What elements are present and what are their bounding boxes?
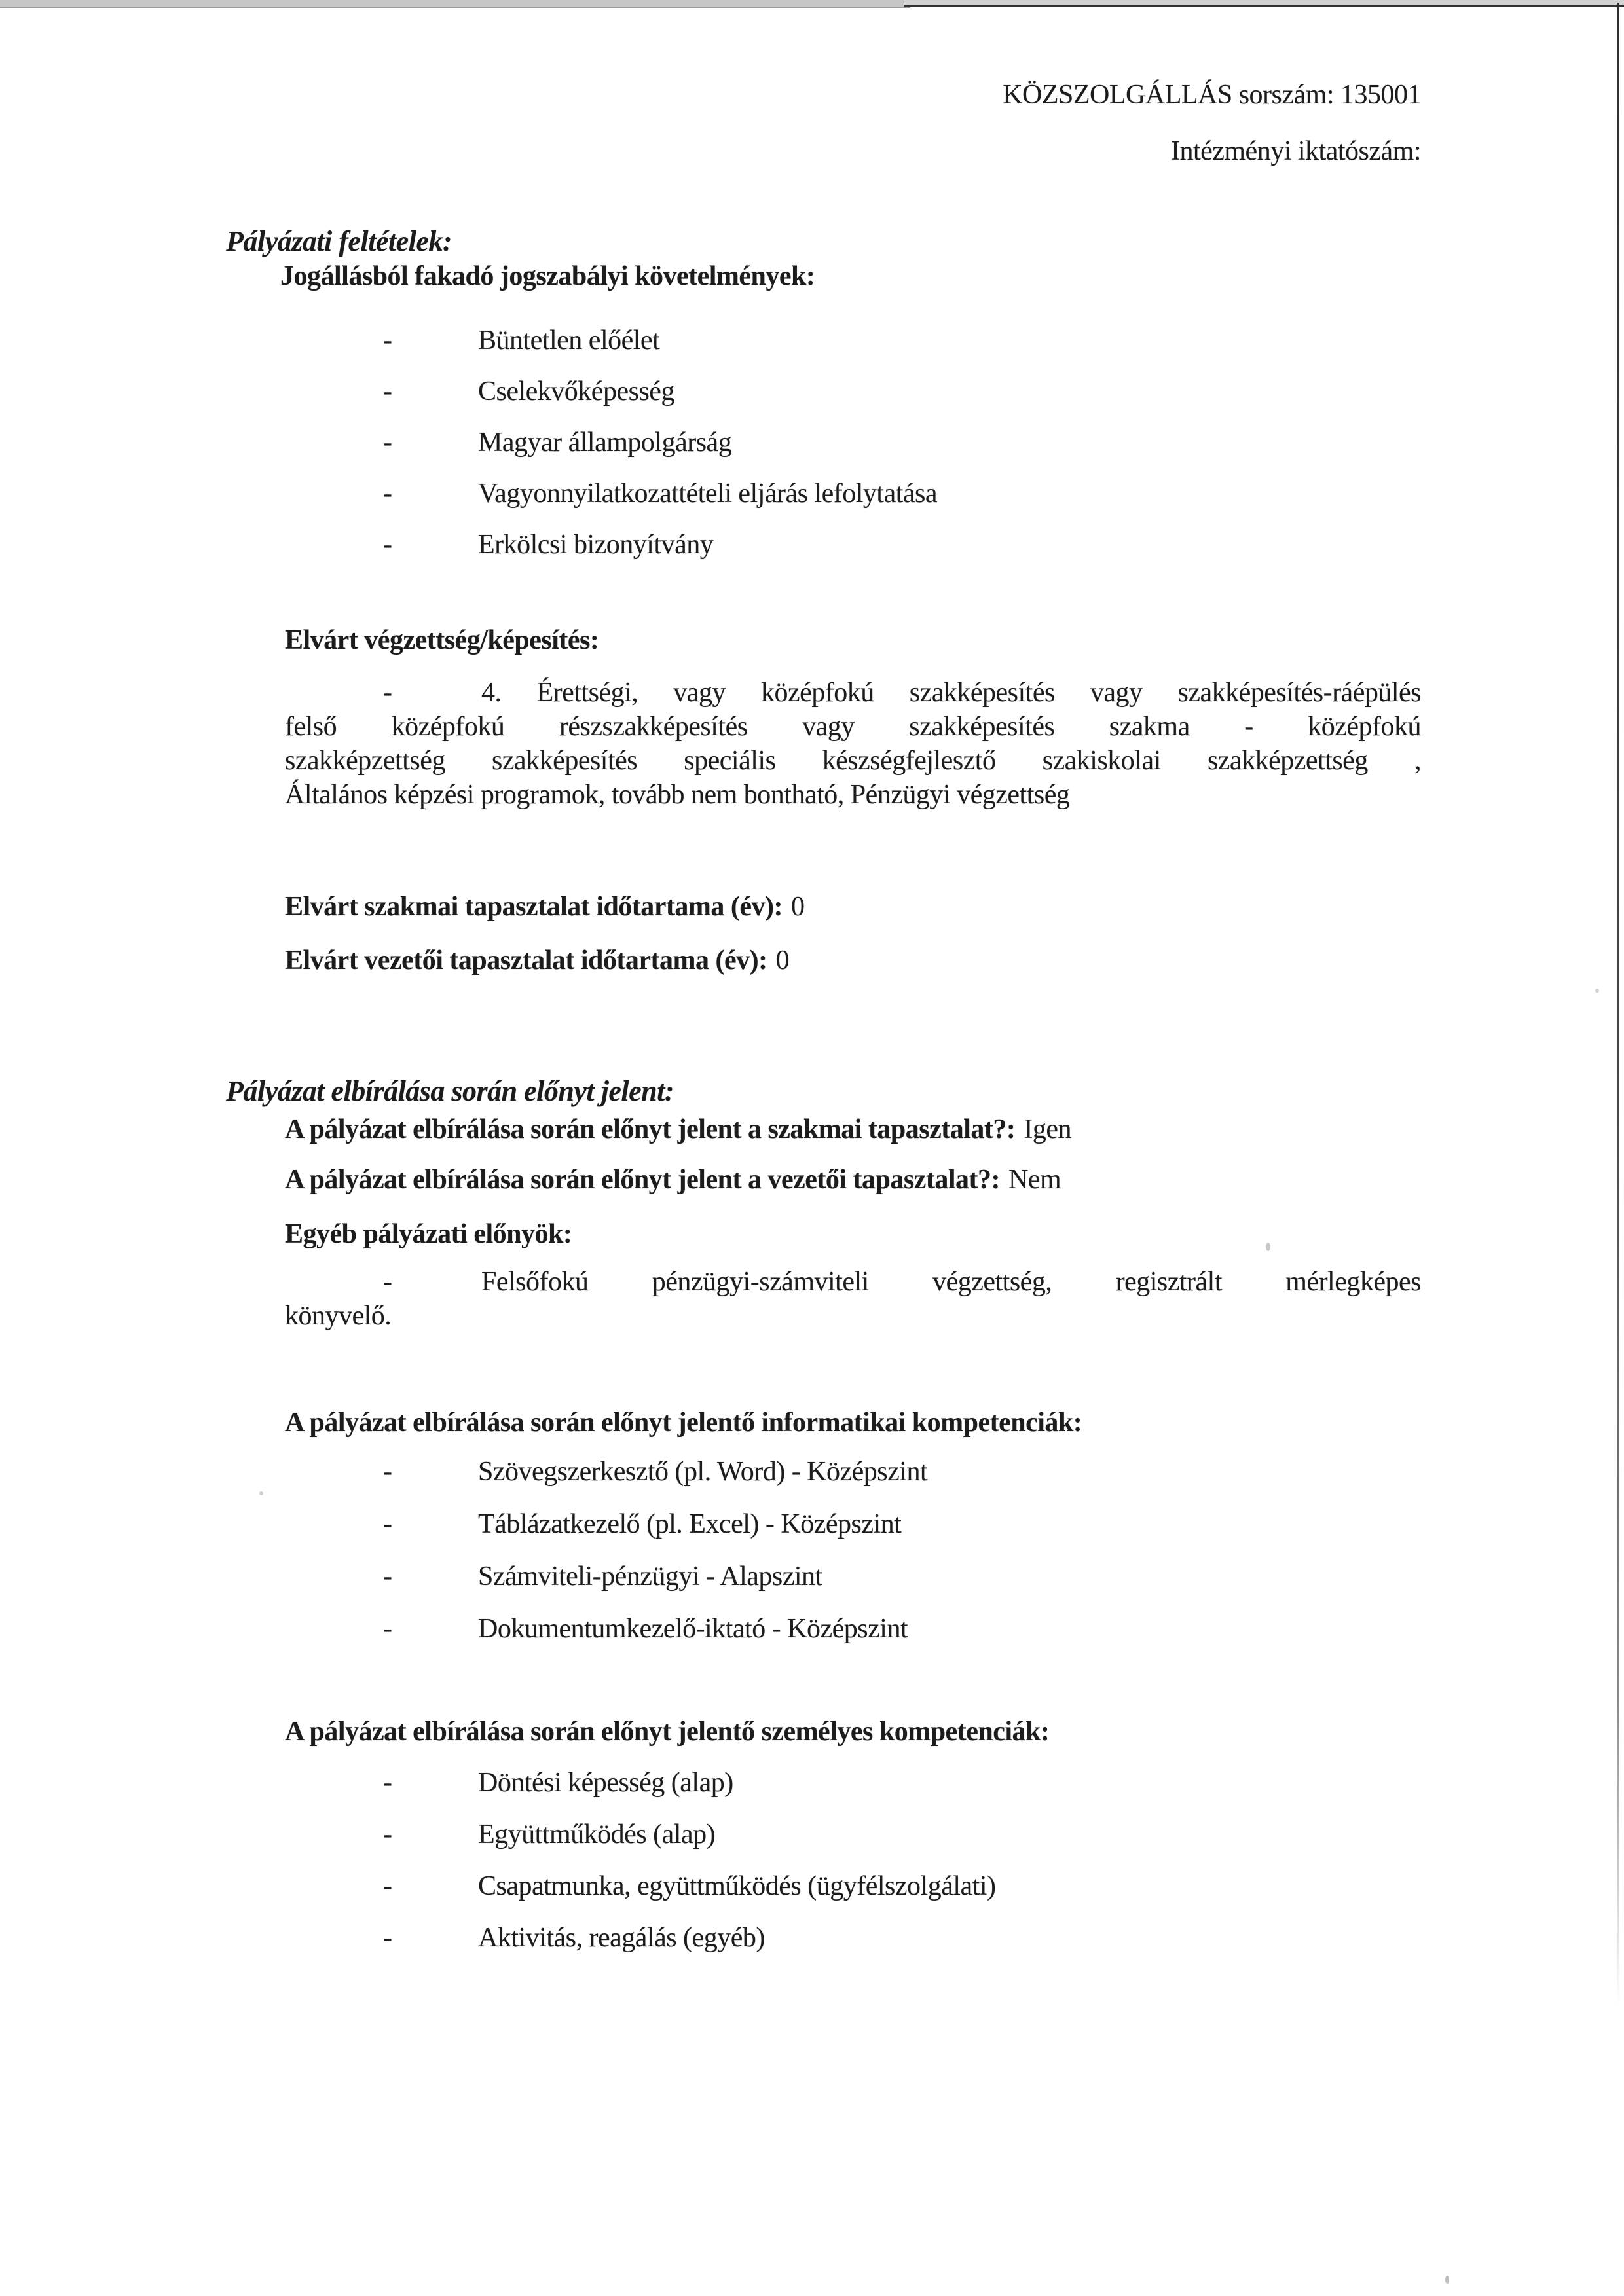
leadership-experience-row [285, 944, 789, 977]
list-item-text: Vagyonnyilatkozattételi eljárás lefolytatása [478, 479, 938, 509]
paragraph-line [285, 676, 1421, 710]
advantage-professional-row [285, 1113, 1071, 1146]
leadership-experience-value: 0 [775, 945, 790, 975]
list-item-text: Táblázatkezelő (pl. Excel) - Középszint [478, 1509, 902, 1539]
scan-speck [1595, 989, 1599, 993]
list-item [383, 1613, 908, 1645]
bullet-dash: - [383, 1768, 392, 1798]
other-advantages-paragraph [285, 1265, 1421, 1333]
list-item-text: Csapatmunka, együttműködés (ügyfélszolgálati) [478, 1871, 996, 1901]
bullet-dash: - [383, 1267, 392, 1297]
paragraph-line: szakképzettség szakképesítés speciális készségfejlesztő szakiskolai szakképzettség , [285, 746, 1421, 776]
advantage-leadership-row [285, 1163, 1061, 1196]
bullet-dash: - [383, 1614, 392, 1644]
list-item [383, 375, 674, 408]
list-item-text: Büntetlen előélet [478, 325, 660, 355]
list-item-text: Aktivitás, reagálás (egyéb) [478, 1923, 765, 1953]
heading-expected-education: Elvárt végzettség/képesítés: [285, 625, 599, 655]
bullet-dash: - [383, 1561, 392, 1592]
list-item [383, 1766, 733, 1799]
bullet-dash: - [383, 530, 392, 560]
list-item [383, 477, 937, 510]
professional-experience-label: Elvárt szakmai tapasztalat időtartama (év): [285, 892, 783, 922]
bullet-dash: - [383, 479, 392, 509]
advantage-leadership-value: Nem [1008, 1165, 1061, 1195]
list-item [383, 1455, 927, 1488]
list-item-text: Számviteli-pénzügyi - Alapszint [478, 1561, 822, 1592]
paragraph-line-text: Felsőfokú pénzügyi-számviteli végzettség, regisztrált mérlegképes [481, 1267, 1421, 1297]
paragraph-line: könyvelő. [285, 1301, 392, 1331]
list-item [383, 1508, 901, 1540]
bullet-dash: - [383, 1457, 392, 1487]
list-item-text: Cselekvőképesség [478, 376, 674, 407]
scan-top-edge-left [0, 0, 910, 8]
paragraph-line-text: 4. Érettségi, vagy középfokú szakképesítés vagy szakképesítés-ráépülés [481, 678, 1421, 708]
scan-speck [1445, 2276, 1449, 2284]
advantage-leadership-label: A pályázat elbírálása során előnyt jelent a vezetői tapasztalat?: [285, 1165, 1000, 1195]
scan-speck [1266, 1243, 1270, 1251]
paragraph-line [285, 1265, 1421, 1299]
list-item-text: Együttműködés (alap) [478, 1819, 716, 1850]
heading-legal-requirements: Jogállásból fakadó jogszabályi követelmények: [280, 261, 815, 291]
advantage-professional-value: Igen [1024, 1114, 1072, 1144]
paragraph-line: felső középfokú részszakképesítés vagy szakképesítés szakma - középfokú [285, 712, 1421, 742]
heading-other-advantages: Egyéb pályázati előnyök: [285, 1219, 572, 1249]
list-item-text: Dokumentumkezelő-iktató - Középszint [478, 1614, 908, 1644]
leadership-experience-label: Elvárt vezetői tapasztalat időtartama (év): [285, 945, 767, 975]
scan-speck [259, 1491, 263, 1495]
heading-it-competencies: A pályázat elbírálása során előnyt jelentő informatikai kompetenciák: [285, 1408, 1082, 1438]
list-item [383, 528, 713, 561]
list-item-text: Magyar állampolgárság [478, 428, 732, 458]
list-item-text: Erkölcsi bizonyítvány [478, 530, 714, 560]
list-item [383, 324, 659, 357]
institutional-file-number-line: Intézményi iktatószám: [1170, 136, 1421, 166]
list-item-text: Szövegszerkesztő (pl. Word) - Középszint [478, 1457, 928, 1487]
bullet-dash: - [383, 678, 392, 708]
advantage-professional-label: A pályázat elbírálása során előnyt jelent a szakmai tapasztalat?: [285, 1114, 1016, 1144]
bullet-dash: - [383, 1819, 392, 1850]
bullet-dash: - [383, 1871, 392, 1901]
section-title-advantages: Pályázat elbírálása során előnyt jelent: [226, 1075, 674, 1107]
professional-experience-value: 0 [791, 892, 805, 922]
scan-top-edge-right [904, 0, 1624, 7]
section-title-application-conditions: Pályázati feltételek: [226, 225, 452, 257]
bullet-dash: - [383, 325, 392, 355]
registry-number-line: KÖZSZOLGÁLLÁS sorszám: 135001 [1003, 80, 1421, 110]
bullet-dash: - [383, 376, 392, 407]
paragraph-line: Általános képzési programok, tovább nem bontható, Pénzügyi végzettség [285, 780, 1070, 810]
list-item [383, 1922, 765, 1954]
professional-experience-row [285, 890, 805, 923]
scan-right-edge-line [1617, 3, 1619, 2006]
list-item-text: Döntési képesség (alap) [478, 1768, 733, 1798]
list-item [383, 1818, 715, 1851]
list-item [383, 1870, 995, 1903]
bullet-dash: - [383, 1923, 392, 1953]
heading-personal-competencies: A pályázat elbírálása során előnyt jelentő személyes kompetenciák: [285, 1717, 1050, 1747]
list-item [383, 1560, 822, 1593]
bullet-dash: - [383, 1509, 392, 1539]
list-item [383, 426, 731, 459]
bullet-dash: - [383, 428, 392, 458]
education-paragraph [285, 676, 1421, 812]
